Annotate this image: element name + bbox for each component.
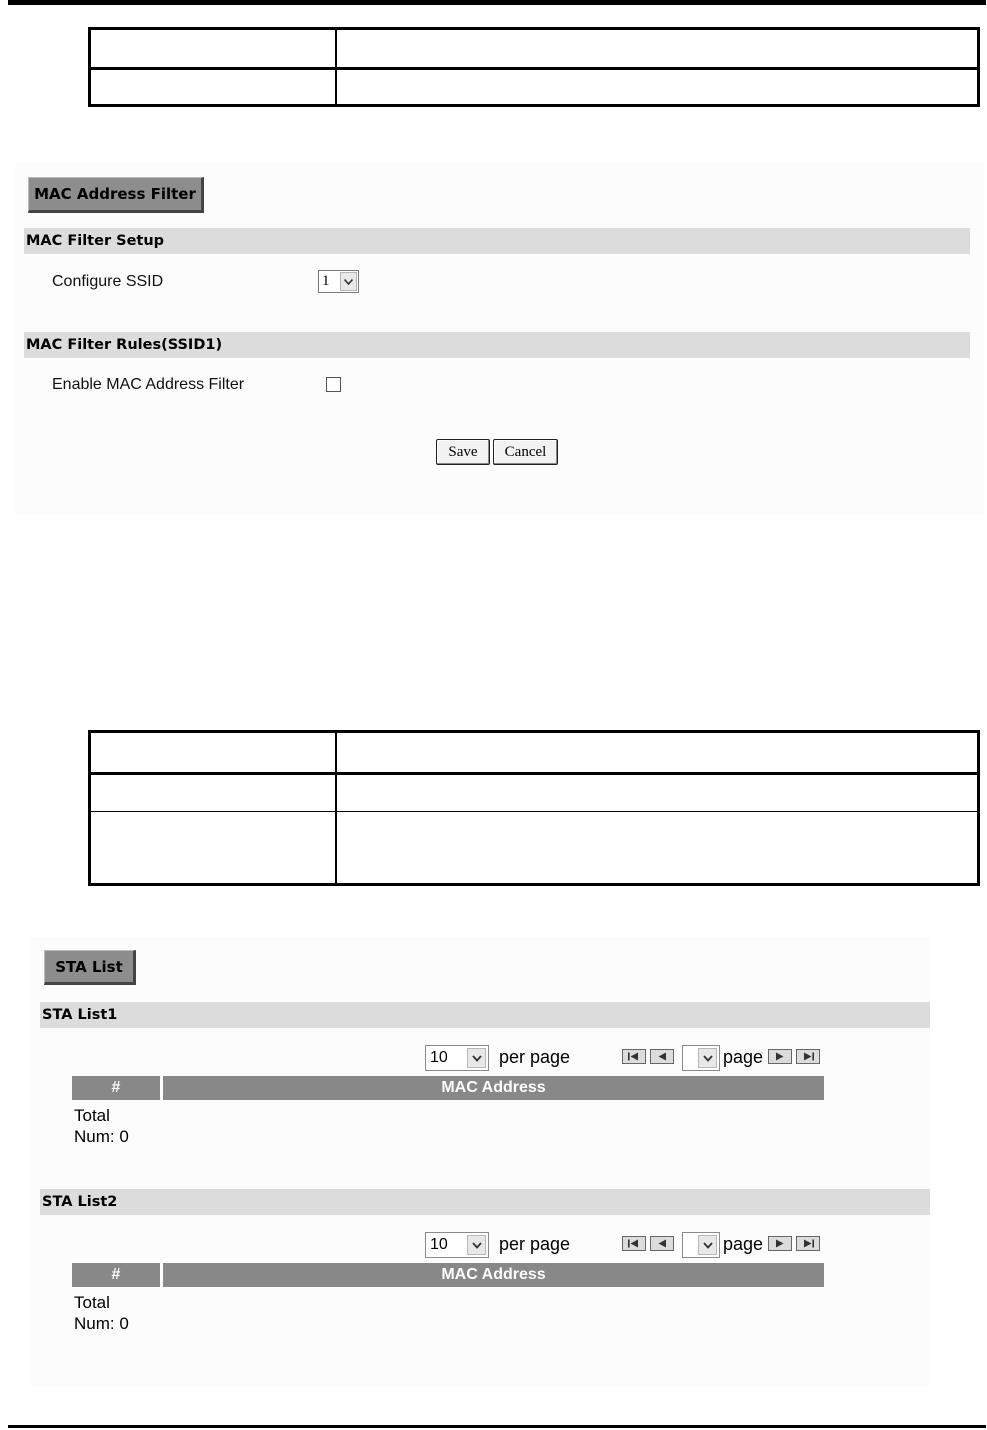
table-cell [90,774,336,812]
table-cell [90,29,336,69]
table-cell [90,69,336,106]
column-header-mac-address: MAC Address [163,1263,824,1287]
page-label: page [723,1234,764,1254]
total-count: Num: 0 [74,1314,129,1333]
mac-filter-rules-header: MAC Filter Rules(SSID1) [24,332,970,358]
table-cell [336,812,979,885]
prev-page-icon[interactable] [650,1049,674,1064]
table-cell [336,29,979,69]
sta-list1-header: STA List1 [40,1002,930,1028]
footer-rule [8,1425,986,1428]
last-page-icon[interactable] [796,1236,820,1251]
next-page-icon[interactable] [768,1236,792,1251]
configure-ssid-label: Configure SSID [52,273,164,290]
save-button[interactable]: Save [436,439,490,465]
page-label: page [723,1047,764,1067]
per-page-select[interactable] [425,1232,489,1258]
column-header-index: # [72,1076,160,1100]
table-cell [90,732,336,774]
per-page-label: per page [499,1234,571,1254]
cancel-button[interactable]: Cancel [493,439,558,465]
table-cell [90,812,336,885]
total-num-text [74,1292,129,1334]
total-label: Total [74,1293,110,1312]
chevron-down-icon [698,1235,717,1255]
doc-table-1 [88,27,980,107]
chevron-down-icon [340,272,357,291]
table-cell [336,774,979,812]
chevron-down-icon [698,1048,717,1068]
first-page-icon[interactable] [622,1236,646,1251]
mac-address-filter-tab[interactable]: MAC Address Filter [28,177,204,213]
enable-mac-filter-checkbox[interactable] [326,377,341,392]
chevron-down-icon [467,1235,486,1255]
chevron-down-icon [467,1048,486,1068]
total-label: Total [74,1106,110,1125]
per-page-select[interactable] [425,1045,489,1071]
per-page-value: 10 [430,1236,448,1253]
prev-page-icon[interactable] [650,1236,674,1251]
configure-ssid-value: 1 [322,273,330,289]
mac-filter-setup-header: MAC Filter Setup [24,228,970,254]
column-header-index: # [72,1263,160,1287]
per-page-value: 10 [430,1049,448,1066]
column-header-mac-address: MAC Address [163,1076,824,1100]
table-cell [336,732,979,774]
first-page-icon[interactable] [622,1049,646,1064]
per-page-label: per page [499,1047,571,1067]
enable-mac-filter-label: Enable MAC Address Filter [52,376,245,393]
configure-ssid-select[interactable] [318,270,359,293]
page-select[interactable] [682,1045,720,1071]
next-page-icon[interactable] [768,1049,792,1064]
header-rule [8,0,986,5]
page-select[interactable] [682,1232,720,1258]
sta-list-tab[interactable]: STA List [44,950,136,985]
last-page-icon[interactable] [796,1049,820,1064]
table-cell [336,69,979,106]
doc-table-2 [88,730,980,886]
sta-list2-header: STA List2 [40,1189,930,1215]
total-num-text [74,1105,129,1147]
total-count: Num: 0 [74,1127,129,1146]
